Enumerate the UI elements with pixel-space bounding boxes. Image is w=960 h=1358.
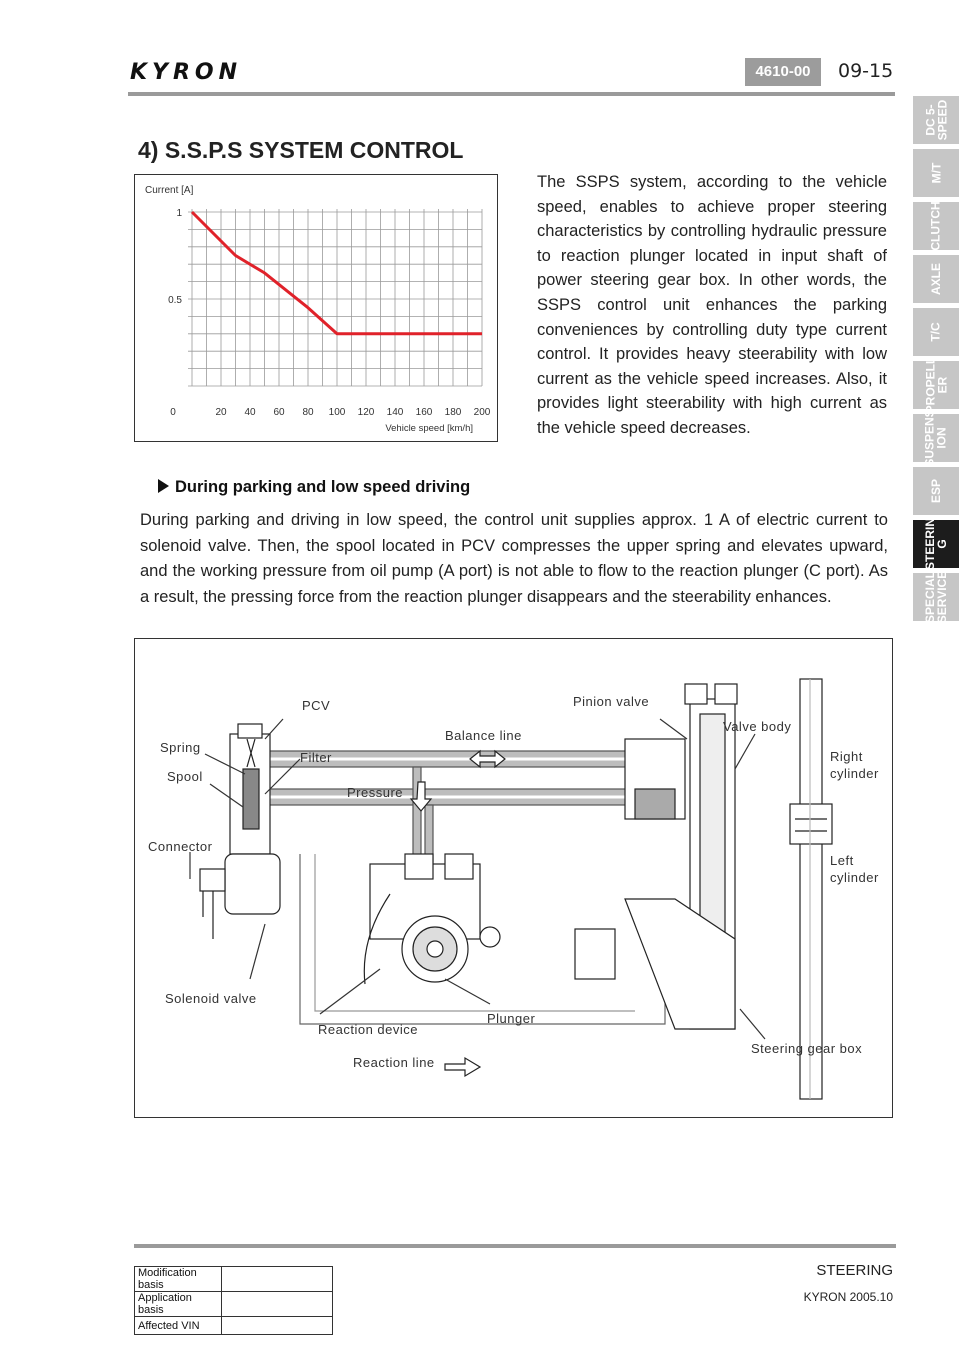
label-pcv: PCV [302,698,331,713]
low-speed-paragraph: During parking and driving in low speed, the control unit supplies approx. 1 A of electric current to solenoid valve. Then, the spool located in PCV compresses the upper spring and elevates upward, and the working pressure from oil pump (A port) is not able to flow to the reaction plunger (C port). As a result, the pressing force from the reaction plunger disappears and the steerability enhances. [140,511,888,606]
subheading-text: During parking and low speed driving [175,478,471,496]
y-axis-label: Current [A] [145,185,194,196]
label-connector: Connector [148,839,213,854]
label-valve-body: Valve body [723,719,792,734]
chapter-tab[interactable] [913,570,959,624]
label-spool: Spool [167,769,203,784]
section-title: 4) S.S.P.S SYSTEM CONTROL [138,137,464,163]
label-reaction-device: Reaction device [318,1022,418,1037]
current-vs-speed-chart [134,174,498,442]
table-cell-value [222,1317,333,1335]
label-left-cylinder: Left [830,853,854,868]
y-tick-label: 0.5 [168,295,182,306]
intro-paragraph: The SSPS system, according to the vehicle speed, enables to achieve proper steering characteristics by controlling hydraulic pressure to reaction plunger located in input shaft of power steering gear box. In other words, the SSPS control unit enhances the parking conveniences by controlling duty type current control. It provides heavy steerability with low current as the vehicle speed increases. Also, it provides light steerability with high current as the vehicle speed decreases. [537,173,887,437]
chapter-tab-label: AXLE [928,262,943,296]
x-tick-label: 160 [415,407,433,418]
table-row [135,1317,333,1335]
x-tick-label: 100 [328,407,346,418]
table-cell-value [222,1292,333,1317]
x-tick-label: 200 [473,407,491,418]
chapter-tab[interactable] [913,467,959,515]
chapter-tab-label: SUSPENS ION [923,409,950,467]
chapter-tab-label: T/C [929,322,943,342]
x-tick-label: 180 [444,407,462,418]
label-spring: Spring [160,740,201,755]
kyron-logo: KYRON [130,60,243,85]
x-tick-label: 20 [215,407,227,418]
label-right-cylinder: Right [830,749,863,764]
reaction-line-arrow [445,1058,480,1076]
x-tick-label: 120 [357,407,375,418]
label-right-cylinder-2: cylinder [830,766,879,781]
label-pinion-valve: Pinion valve [573,694,650,709]
chapter-tab-label: ESP [928,478,943,504]
footer-section-name: STEERING [816,1262,893,1279]
chapter-tab-label: STEERIN G [923,517,950,571]
label-reaction-line: Reaction line [353,1055,435,1070]
chapter-tab[interactable] [913,409,959,467]
x-tick-label: 0 [170,407,176,418]
table-row [135,1267,333,1292]
chapter-tab-label: SPECIAL SERVICE [923,570,949,624]
modification-basis-table [134,1266,333,1335]
x-tick-label: 140 [386,407,404,418]
chapter-tab-label: DC 5- SPEED [923,99,949,141]
table-cell-label: Application basis [135,1292,222,1317]
table-cell-value [222,1267,333,1292]
subheading [158,478,470,497]
chapter-tab[interactable] [913,517,959,571]
chart-canvas [135,175,497,441]
chapter-tab-label: M/T [928,162,943,184]
x-axis-label: Vehicle speed [km/h] [385,423,473,434]
label-filter: Filter [300,750,332,765]
footer-rule [134,1244,896,1248]
label-pressure: Pressure [347,785,404,800]
chapter-tab[interactable] [913,96,959,144]
ssps-hydraulic-diagram [134,638,893,1118]
chapter-tab[interactable] [913,202,959,250]
label-steering-gear-box: Steering gear box [751,1041,863,1056]
section-code-badge: 4610-00 [745,58,821,86]
chapter-tab[interactable] [913,356,959,414]
chapter-tab-label: CLUTCH [929,201,944,251]
footer-model-date: KYRON 2005.10 [803,1290,893,1304]
table-row [135,1292,333,1317]
page-number: 09-15 [838,60,894,82]
x-tick-label: 60 [273,407,285,418]
header-rule [128,92,895,96]
table-cell-label: Modification basis [135,1267,222,1292]
label-solenoid-valve: Solenoid valve [165,991,257,1006]
y-tick-label: 1 [176,208,182,219]
label-plunger: Plunger [487,1011,536,1026]
label-left-cylinder-2: cylinder [830,870,879,885]
chapter-tab[interactable] [913,149,959,197]
bullet-triangle-icon [158,479,169,493]
x-tick-label: 40 [244,407,256,418]
label-balance-line: Balance line [445,728,522,743]
chapter-tab-label: PROPELL ER [923,356,950,414]
x-tick-label: 80 [302,407,314,418]
chapter-tab[interactable] [913,255,959,303]
table-cell-label: Affected VIN [135,1317,222,1335]
chapter-tab[interactable] [913,308,959,356]
